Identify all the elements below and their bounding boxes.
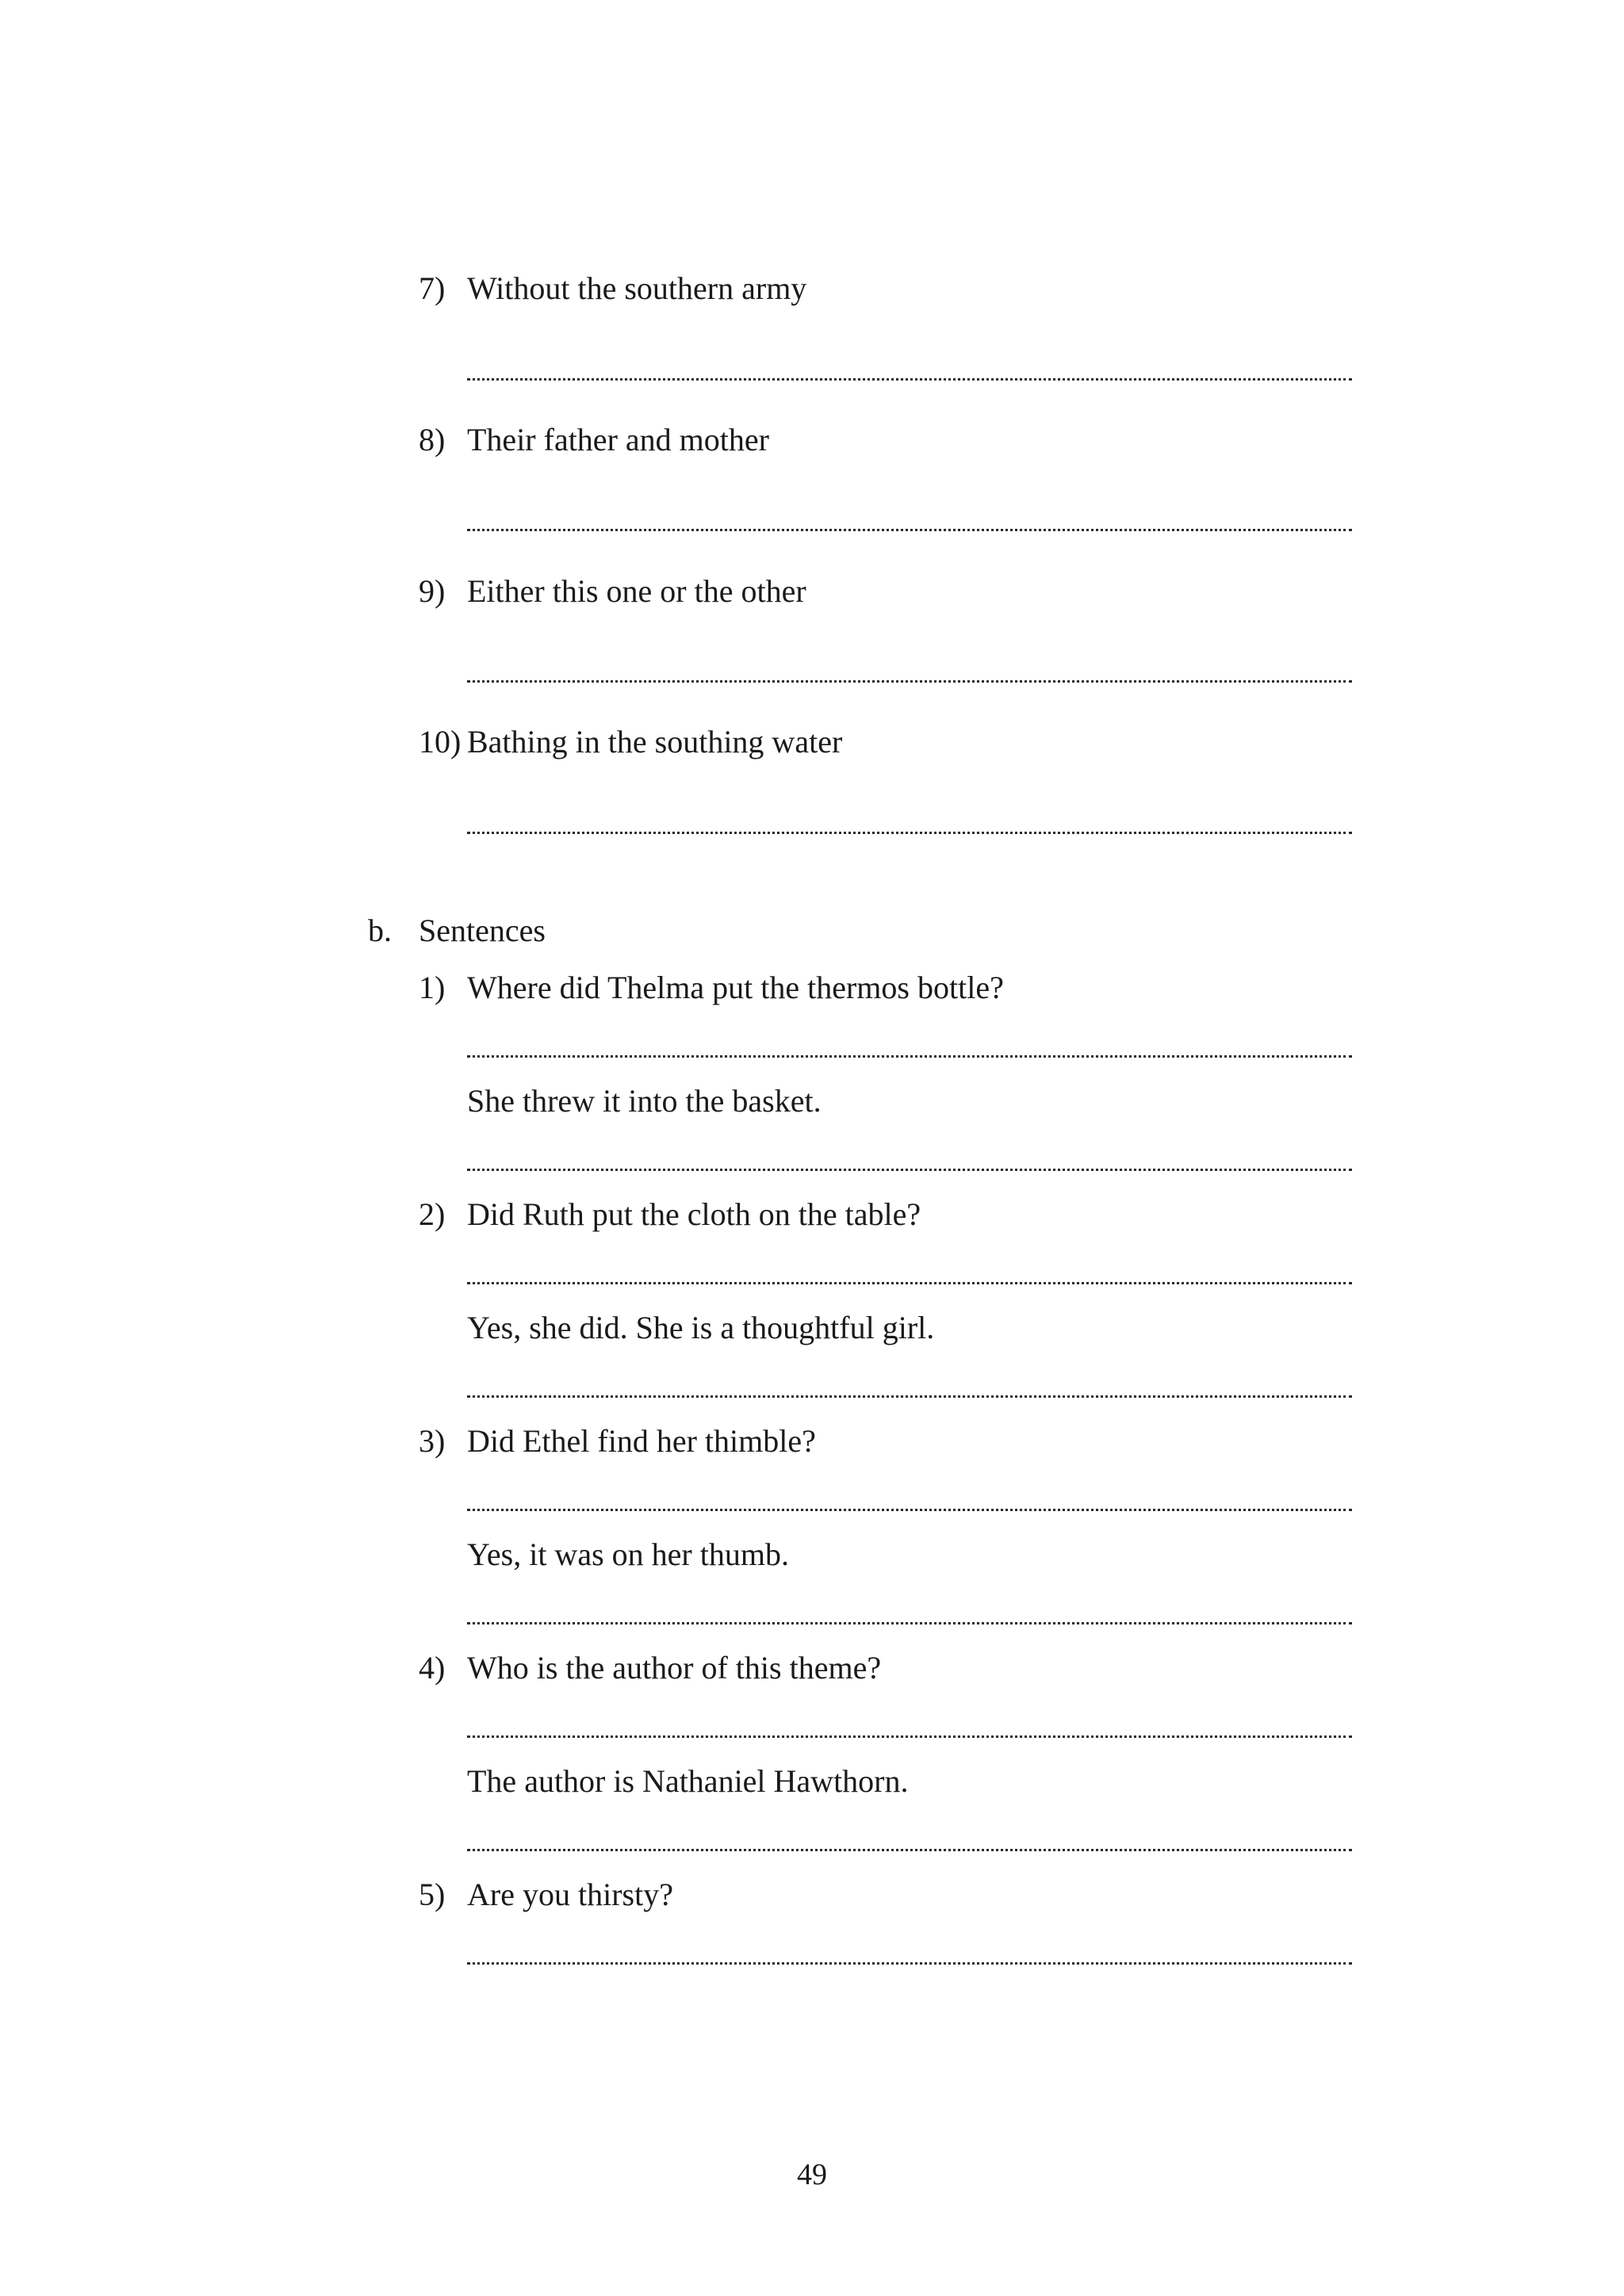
question-text: Are you thirsty? [467,1877,673,1912]
answer-line [467,1509,1352,1511]
answer-text: She threw it into the basket. [467,1083,822,1119]
answer-line [467,1962,1352,1965]
answer-text: The author is Nathaniel Hawthorn. [467,1763,909,1799]
answer-line [467,832,1352,834]
question-text: Where did Thelma put the thermos bottle? [467,970,1004,1005]
answer-line [467,378,1352,381]
item-number: 3) [419,1423,446,1459]
answer-text: Yes, she did. She is a thoughtful girl. [467,1310,935,1345]
answer-line [467,1395,1352,1398]
answer-line [467,529,1352,531]
item-number: 4) [419,1650,446,1686]
question-text: Did Ethel find her thimble? [467,1423,816,1459]
answer-line [467,1849,1352,1851]
item-number: 8) [419,422,446,457]
phrase-text: Either this one or the other [467,573,806,609]
phrase-text: Bathing in the southing water [467,724,843,760]
item-number: 9) [419,573,446,609]
phrase-text: Without the southern army [467,270,807,306]
page-number: 49 [797,2158,827,2191]
answer-text: Yes, it was on her thumb. [467,1536,789,1572]
question-text: Who is the author of this theme? [467,1650,882,1686]
answer-line [467,1282,1352,1284]
answer-line [467,1169,1352,1171]
section-title: Sentences [419,913,546,948]
answer-line [467,1735,1352,1738]
question-text: Did Ruth put the cloth on the table? [467,1196,921,1232]
section-label: b. [368,913,392,948]
phrase-text: Their father and mother [467,422,769,457]
item-number: 7) [419,270,446,306]
answer-line [467,1055,1352,1058]
item-number: 10) [419,724,462,760]
item-number: 2) [419,1196,446,1232]
answer-line [467,680,1352,683]
item-number: 1) [419,970,446,1005]
answer-line [467,1622,1352,1624]
item-number: 5) [419,1877,446,1912]
